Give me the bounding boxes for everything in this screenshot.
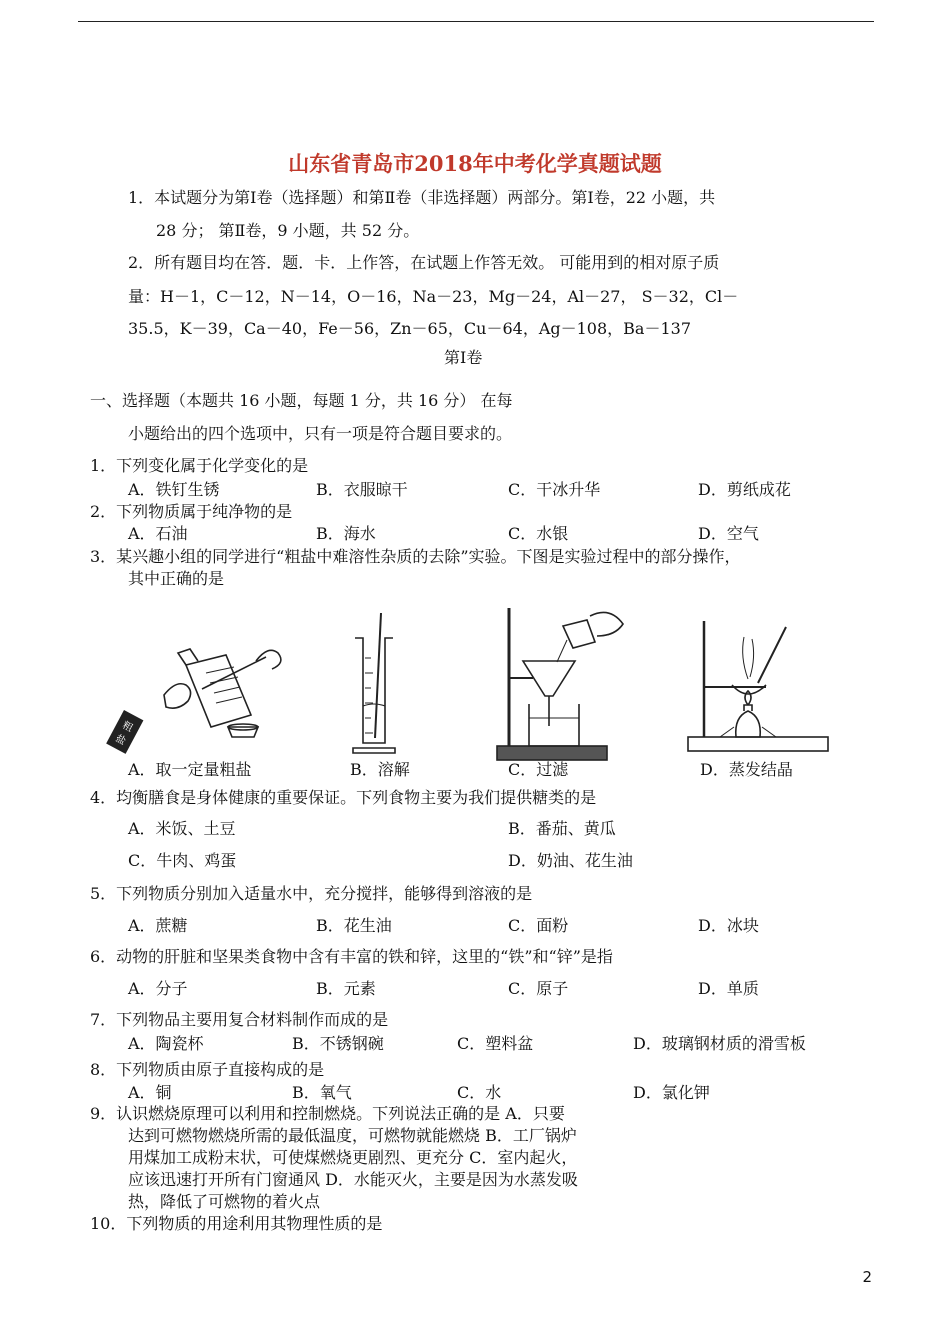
volume-heading: 第Ⅰ卷 (444, 348, 483, 367)
note-2-line-2: 量：H－1，C－12，N－14，O－16，Na－23，Mg－24，Al－27， S－32，Cl－ (128, 287, 739, 306)
q7-option-c: C．塑料盆 (457, 1034, 534, 1053)
q4-option-c: C．牛肉、鸡蛋 (128, 851, 237, 870)
q10-stem: 10．下列物质的用途利用其物理性质的是 (90, 1214, 383, 1233)
figure-take-salt (113, 625, 296, 755)
q6-option-a: A．分子 (128, 979, 188, 998)
q6-option-b: B．元素 (316, 979, 376, 998)
q8-option-d: D．氯化钾 (633, 1083, 710, 1102)
note-1-line-1: 1．本试题分为第Ⅰ卷（选择题）和第Ⅱ卷（非选择题）两部分。第Ⅰ卷，22 小题，共 (128, 188, 716, 207)
note-2-emph-1: ．题 (266, 253, 299, 272)
figure-filtration (495, 606, 630, 766)
q7-option-b: B．不锈钢碗 (292, 1034, 384, 1053)
q3-option-c: C．过滤 (508, 760, 569, 779)
q9-line-5: 热，降低了可燃物的着火点 (128, 1192, 321, 1211)
q7-stem: 7．下列物品主要用复合材料制作而成的是 (90, 1010, 389, 1029)
q4-option-a: A．米饭、土豆 (128, 819, 236, 838)
q5-option-a: A．蔗糖 (128, 916, 188, 935)
q9-line-4: 应该迅速打开所有门窗通风 D．水能灭火，主要是因为水蒸发吸 (128, 1170, 578, 1189)
q5-option-b: B．花生油 (316, 916, 392, 935)
note-2-line-3: 35.5，K－39，Ca－40，Fe－56，Zn－65，Cu－64，Ag－108，Ba－137 (128, 319, 691, 338)
q8-stem: 8．下列物质由原子直接构成的是 (90, 1060, 325, 1079)
note-2-post: ．上作答，在试题上作答无效。 可能用到的相对原子质 (330, 253, 720, 272)
q3-stem-line-1: 3．某兴趣小组的同学进行“粗盐中难溶性杂质的去除”实验。下图是实验过程中的部分操作， (90, 547, 741, 566)
q4-stem: 4．均衡膳食是身体健康的重要保证。下列食物主要为我们提供糖类的是 (90, 788, 597, 807)
q9-line-3: 用煤加工成粉末状，可使煤燃烧更剧烈、更充分 C．室内起火， (128, 1148, 578, 1167)
q5-option-c: C．面粉 (508, 916, 569, 935)
q5-stem: 5．下列物质分别加入适量水中，充分搅拌，能够得到溶液的是 (90, 884, 533, 903)
page-number: 2 (862, 1268, 872, 1286)
q3-option-b: B．溶解 (350, 760, 410, 779)
q3-option-a: A．取一定量粗盐 (128, 760, 252, 779)
q8-option-a: A．铜 (128, 1083, 172, 1102)
q4-option-b: B．番茄、黄瓜 (508, 819, 616, 838)
q8-option-c: C．水 (457, 1083, 502, 1102)
q9-line-1: 9．认识燃烧原理可以利用和控制燃烧。下列说法正确的是 A．只要 (90, 1104, 565, 1123)
q8-option-b: B．氧气 (292, 1083, 352, 1102)
q2-stem: 2．下列物质属于纯净物的是 (90, 502, 293, 521)
bottle-label-char-2: 盐 (113, 733, 128, 748)
q1-stem: 1．下列变化属于化学变化的是 (90, 456, 309, 475)
q9-line-2: 达到可燃物燃烧所需的最低温度，可燃物就能燃烧 B．工厂锅炉 (128, 1126, 577, 1145)
q4-option-d: D．奶油、花生油 (508, 851, 633, 870)
q3-stem-line-2: 其中正确的是 (128, 569, 225, 588)
note-2-line-1 (128, 250, 719, 273)
q7-option-a: A．陶瓷杯 (128, 1034, 204, 1053)
top-rule (78, 21, 874, 22)
q2-option-b: B．海水 (316, 524, 376, 543)
note-1-line-2: 28 分； 第Ⅱ卷，9 小题，共 52 分。 (156, 221, 420, 240)
figure-evaporation (686, 617, 836, 762)
q2-option-a: A．石油 (128, 524, 188, 543)
q3-option-d: D．蒸发结晶 (700, 760, 793, 779)
section-heading-line-2: 小题给出的四个选项中，只有一项是符合题目要求的。 (128, 424, 513, 443)
exam-title: 山东省青岛市2018年中考化学真题试题 (288, 151, 662, 176)
bottle-label-char-1: 粗 (120, 719, 135, 735)
q5-option-d: D．冰块 (698, 916, 759, 935)
q6-stem: 6．动物的肝脏和坚果类食物中含有丰富的铁和锌，这里的“铁”和“锌”是指 (90, 947, 613, 966)
q1-option-a: A．铁钉生锈 (128, 480, 220, 499)
q6-option-d: D．单质 (698, 979, 759, 998)
q2-option-d: D．空气 (698, 524, 759, 543)
q1-option-d: D．剪纸成花 (698, 480, 791, 499)
q1-option-c: C．干冰升华 (508, 480, 601, 499)
q2-option-c: C．水银 (508, 524, 569, 543)
note-2-emph-2: ．卡 (298, 253, 331, 272)
q1-option-b: B．衣服晾干 (316, 480, 408, 499)
q7-option-d: D．玻璃钢材质的滑雪板 (633, 1034, 806, 1053)
note-2-pre: 2．所有题目均在答 (128, 253, 267, 272)
figure-dissolve-cylinder (345, 608, 405, 758)
section-heading-line-1: 一、选择题（本题共 16 小题，每题 1 分，共 16 分） 在每 (90, 391, 513, 410)
q6-option-c: C．原子 (508, 979, 569, 998)
